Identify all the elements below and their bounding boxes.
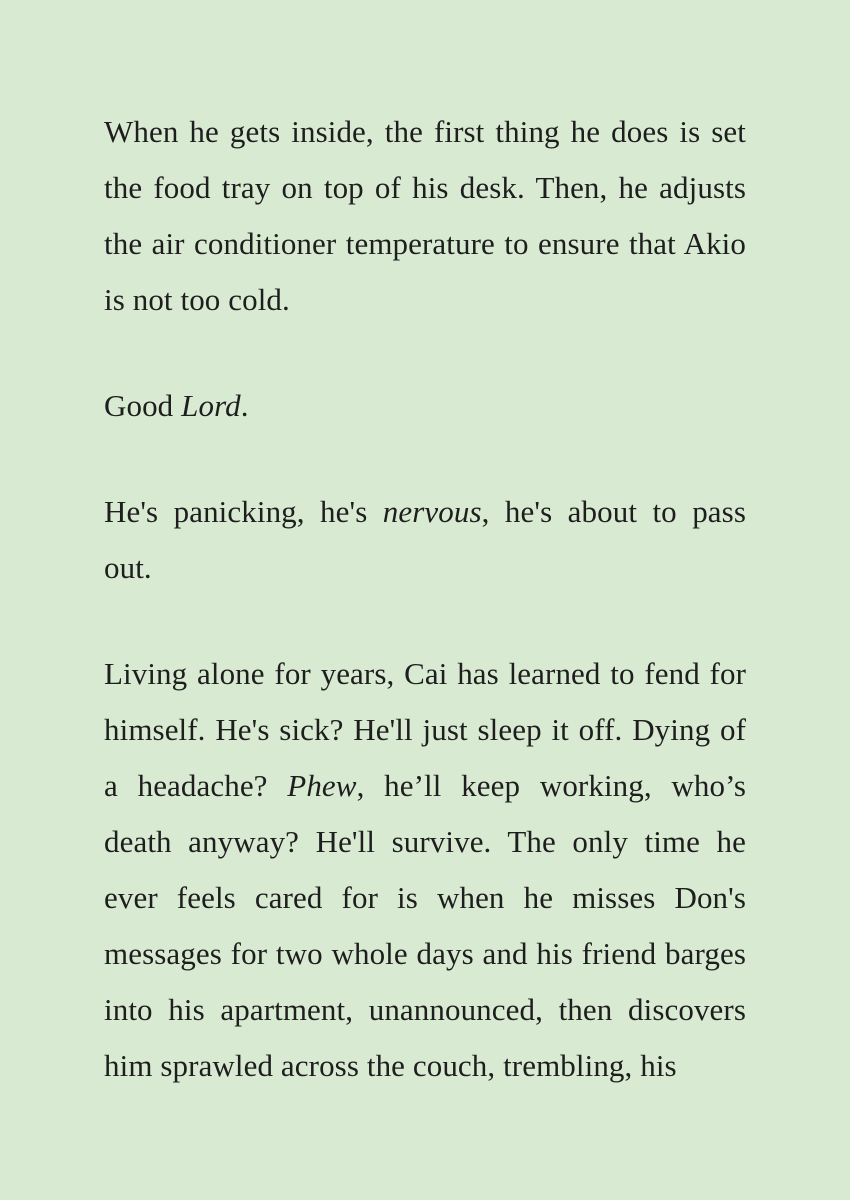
paragraph-2: [104, 378, 746, 434]
paragraph-2-text-a: Good: [104, 388, 182, 423]
paragraph-1: [104, 104, 746, 328]
paragraph-3-emphasis: nervous: [382, 494, 482, 529]
paragraph-4: [104, 646, 746, 1094]
paragraph-2-emphasis: Lord: [181, 388, 241, 423]
paragraph-4-emphasis: Phew: [287, 768, 357, 803]
paragraph-4-text-a: Living alone for years, Cai has learned to fend for himself. He's sick? He'll just sleep it off. Dying of a headache?: [104, 656, 746, 803]
paragraph-3-text-a: He's panicking, he's: [104, 494, 383, 529]
paragraph-3-text-b: , he's about to pass out.: [104, 494, 746, 585]
paragraph-1-text: When he gets inside, the first thing he does is set the food tray on top of his desk. Then, he adjusts the air conditioner temperature to ensure that Akio is not too cold.: [104, 114, 746, 317]
paragraph-4-text-b: , he’ll keep working, who’s death anyway? He'll survive. The only time he ever feels cared for is when he misses Don's messages for two whole days and his friend barges into his apartment, unannounced, then discovers him sprawled across the couch, trembling, his: [104, 768, 746, 1083]
paragraph-3: [104, 484, 746, 596]
paragraph-2-text-b: .: [240, 388, 249, 423]
